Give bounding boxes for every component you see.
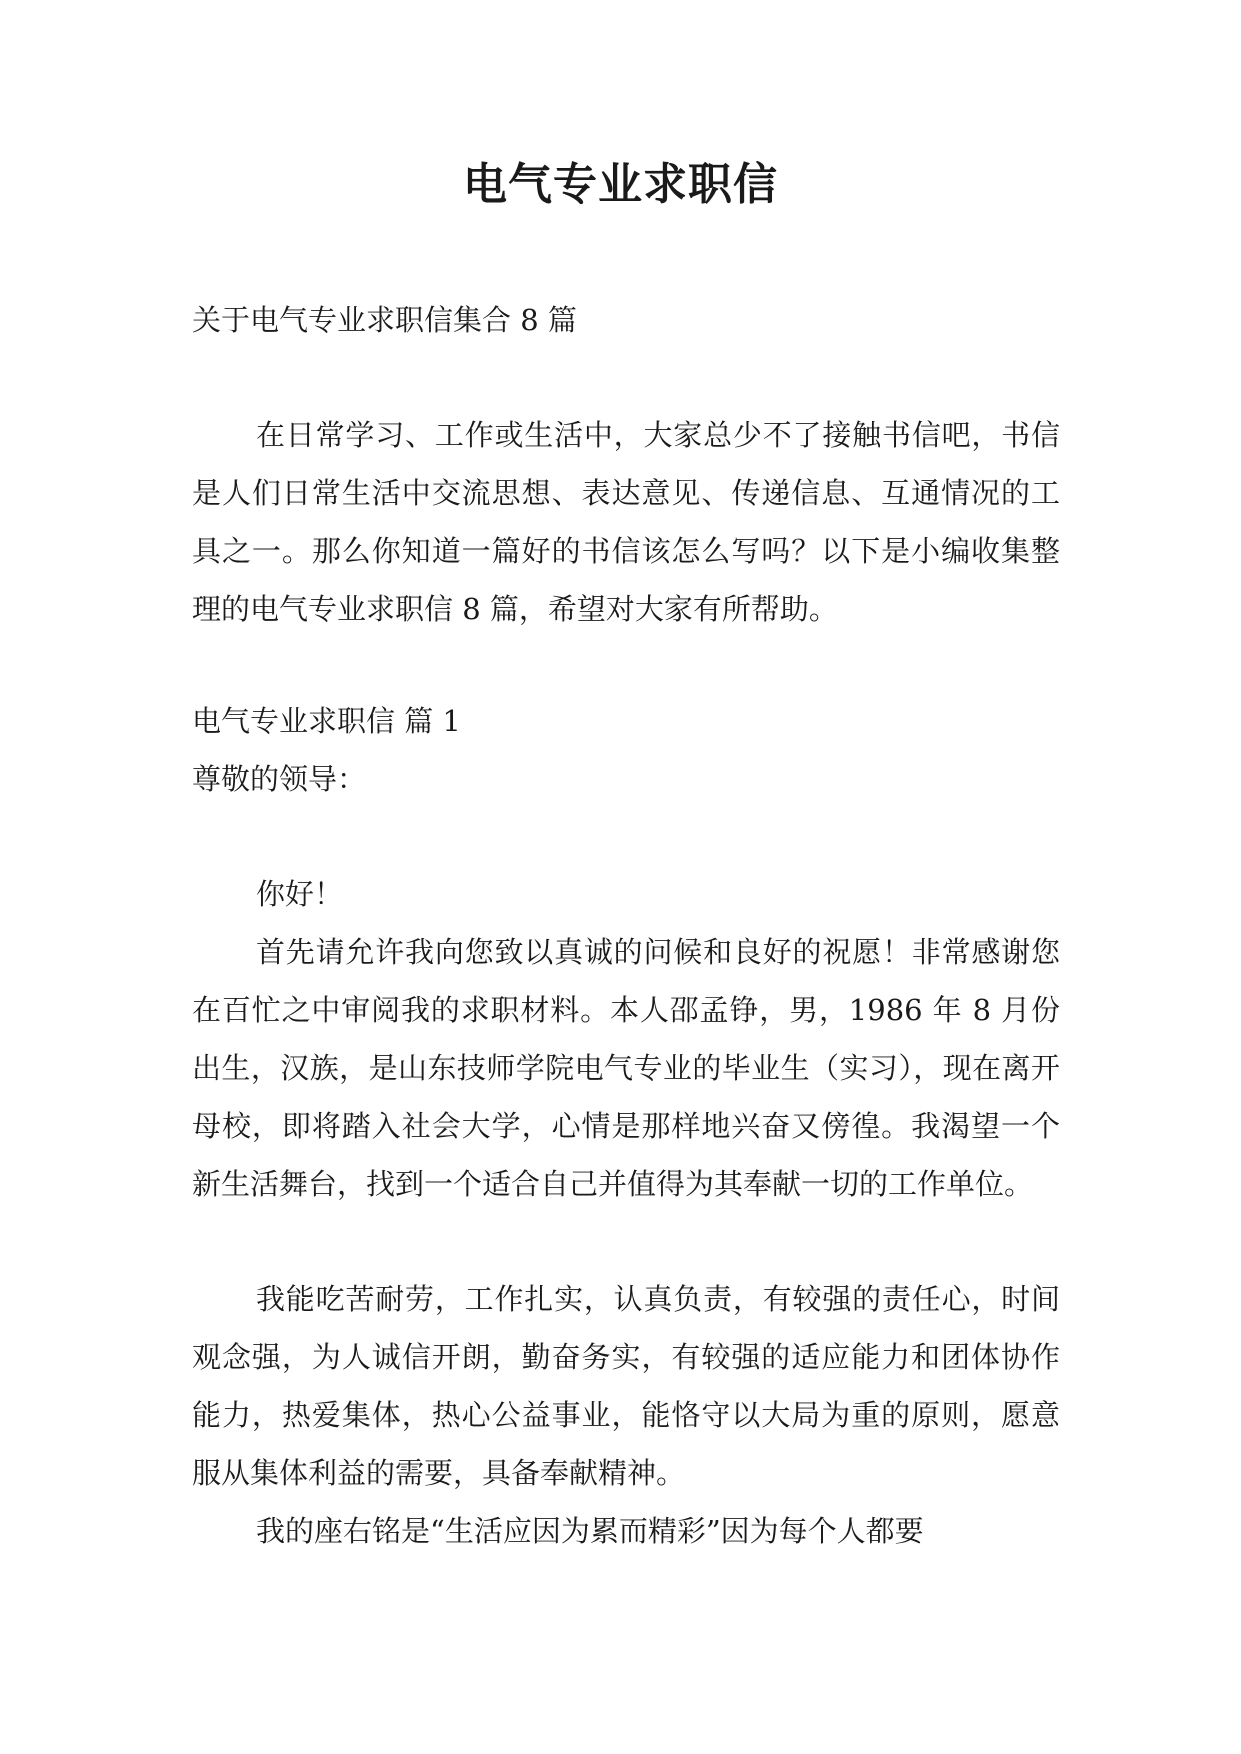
salutation-text: 尊敬的领导： [192, 762, 367, 796]
greeting [192, 865, 1060, 923]
body-paragraph-text: 我的座右铭是“生活应因为累而精彩”因为每个人都要 [256, 1514, 924, 1548]
body-paragraph-text: 我能吃苦耐劳，工作扎实，认真负责，有较强的责任心，时间观念强，为人诚信开朗，勤奋务实，有较强的适应能力和团体协作能力，热爱集体，热心公益事业，能恪守以大局为重的原则，愿意服从集体利益的需要，具备奉献精神。 [192, 1282, 1060, 1490]
body-paragraph [192, 1502, 1060, 1560]
intro-text: 在日常学习、工作或生活中，大家总少不了接触书信吧，书信是人们日常生活中交流思想、表达意见、传递信息、互通情况的工具之一。那么你知道一篇好的书信该怎么写吗？以下是小编收集整理的电气专业求职信 8 篇，希望对大家有所帮助。 [192, 418, 1060, 626]
body-paragraph-text: 首先请允许我向您致以真诚的问候和良好的祝愿！非常感谢您在百忙之中审阅我的求职材料。本人邵孟铮，男，1986 年 8 月份出生，汉族，是山东技师学院电气专业的毕业生（实习），现在离开母校，即将踏入社会大学，心情是那样地兴奋又傍徨。我渴望一个新生活舞台，找到一个适合自己并值得为其奉献一切的工作单位。 [192, 935, 1060, 1201]
body-paragraph [192, 923, 1060, 1213]
intro-paragraph [192, 406, 1060, 638]
greeting-text: 你好！ [256, 877, 344, 911]
piece-heading [192, 692, 1060, 750]
piece-heading-text: 电气专业求职信 篇 1 [192, 704, 461, 738]
body-paragraph [192, 1270, 1060, 1502]
document-subtitle [192, 291, 1060, 349]
salutation [192, 750, 1060, 808]
document-title: 电气专业求职信 [463, 159, 778, 210]
subtitle-text: 关于电气专业求职信集合 8 篇 [192, 303, 577, 337]
